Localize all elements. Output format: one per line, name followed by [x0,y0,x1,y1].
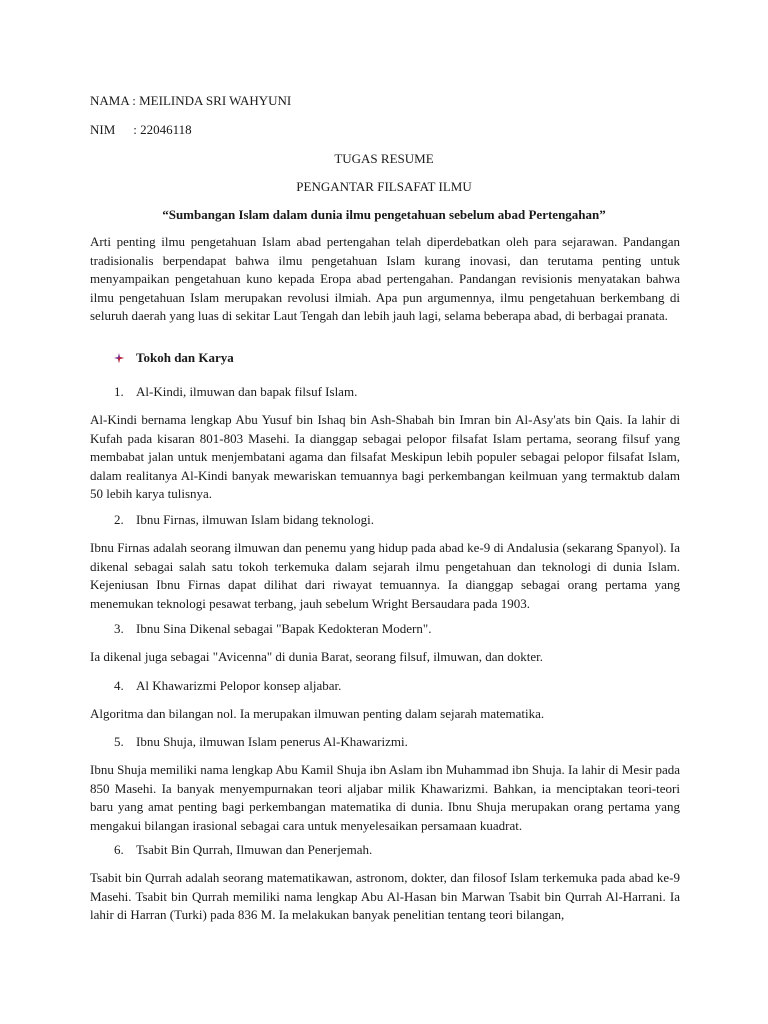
list-item-title [114,677,341,696]
list-number: 3. [114,621,124,636]
list-item-body: Al-Kindi bernama lengkap Abu Yusuf bin Ishaq bin Ash-Shabah bin Imran bin Al-Asy'ats bin Qais. Ia lahir di Kufah pada kisaran 801-803 Masehi. Ia dianggap sebagai pelopor filsafat Islam pertama, seorang filsuf yang membabat jalan untuk menjembatani agama dan filsafat Meskipun lebih populer sebagai pelopor filsafat Islam, dalam realitanya Al-Kindi banyak mewariskan temuannya bagi perkembangan keilmuan yang termaktub dalam 50 lebih karya tulisnya. [90,412,680,502]
list-number: 6. [114,842,124,857]
list-title-text: Ibnu Shuja, ilmuwan Islam penerus Al-Khawarizmi. [136,734,408,749]
list-number: 4. [114,678,124,693]
list-title-text: Ibnu Sina Dikenal sebagai "Bapak Kedokteran Modern". [136,621,432,636]
doc-subtitle: “Sumbangan Islam dalam dunia ilmu pengetahuan sebelum abad Pertengahan” [162,207,606,222]
list-item-title [114,511,374,530]
list-item-body: Tsabit bin Qurrah adalah seorang matematikawan, astronom, dokter, dan filosof Islam terkemuka pada abad ke-9 Masehi. Tsabit bin Qurrah memiliki nama lengkap Abu Al-Hasan bin Marwan Tsabit bin Qurrah Al-Harrani. Ia lahir di Harran (Turki) pada 836 M. Ia melakukan banyak penelitian tentang teori bilangan, [90,870,680,923]
list-title-text: Al-Kindi, ilmuwan dan bapak filsuf Islam. [136,384,358,399]
list-item-body: Ia dikenal juga sebagai "Avicenna" di dunia Barat, seorang filsuf, ilmuwan, dan dokter. [90,649,543,664]
list-number: 2. [114,512,124,527]
list-item-title [114,620,431,639]
list-number: 1. [114,384,124,399]
doc-title-1: TUGAS RESUME [334,151,434,166]
intro-paragraph: Arti penting ilmu pengetahuan Islam abad pertengahan telah diperdebatkan oleh para sejarawan. Pandangan tradisionalis berpendapat bahwa ilmu pengetahuan Islam kurang inovasi, dan terutama penting untuk menyampaikan pengetahuan kuno kepada Eropa abad pertengahan. Pandangan revisionis menyatakan bahwa ilmu pengetahuan Islam merupakan revolusi ilmiah. Apa pun argumennya, ilmu pengetahuan berkembang di seluruh daerah yang luas di sekitar Laut Tengah dan lebih jauh lagi, selama beberapa abad, di berbagai pranata. [90,234,680,324]
doc-title-2: PENGANTAR FILSAFAT ILMU [296,179,472,194]
list-item-title [114,841,372,860]
student-nim [90,121,192,140]
list-item-body: Algoritma dan bilangan nol. Ia merupakan ilmuwan penting dalam sejarah matematika. [90,706,545,721]
nim-label: NIM [90,122,116,137]
list-title-text: Ibnu Firnas, ilmuwan Islam bidang teknologi. [136,512,374,527]
list-number: 5. [114,734,124,749]
four-point-star-bullet-icon [114,353,124,363]
nim-value: : 22046118 [133,122,192,137]
list-item-body: Ibnu Firnas adalah seorang ilmuwan dan penemu yang hidup pada abad ke-9 di Andalusia (sekarang Spanyol). Ia dikenal sebagai salah satu tokoh terkemuka dalam sejarah ilmu pengetahuan dan teknologi di dunia Islam. Kejeniusan Ibnu Firnas dapat dilihat dari riwayat temuannya. Ia dianggap sebagai orang pertama yang menemukan teknologi pesawat terbang, jauh sebelum Wright Bersaudara pada 1903. [90,540,680,611]
section-heading: Tokoh dan Karya [136,350,234,365]
list-item-title [114,383,357,402]
list-title-text: Al Khawarizmi Pelopor konsep aljabar. [136,678,342,693]
student-name: NAMA : MEILINDA SRI WAHYUNI [90,93,292,108]
list-item-title [114,733,408,752]
list-title-text: Tsabit Bin Qurrah, Ilmuwan dan Penerjemah. [136,842,373,857]
list-item-body: Ibnu Shuja memiliki nama lengkap Abu Kamil Shuja ibn Aslam ibn Muhammad ibn Shuja. Ia lahir di Mesir pada 850 Masehi. Ia banyak menyempurnakan teori aljabar milik Khawarizmi. Bahkan, ia menciptakan teori-teori baru yang amat penting bagi perkembangan matematika di dunia. Ibnu Shuja merupakan orang pertama yang mengakui bilangan irasional sebagai cara untuk menyelesaikan persamaan kuadrat. [90,762,680,833]
